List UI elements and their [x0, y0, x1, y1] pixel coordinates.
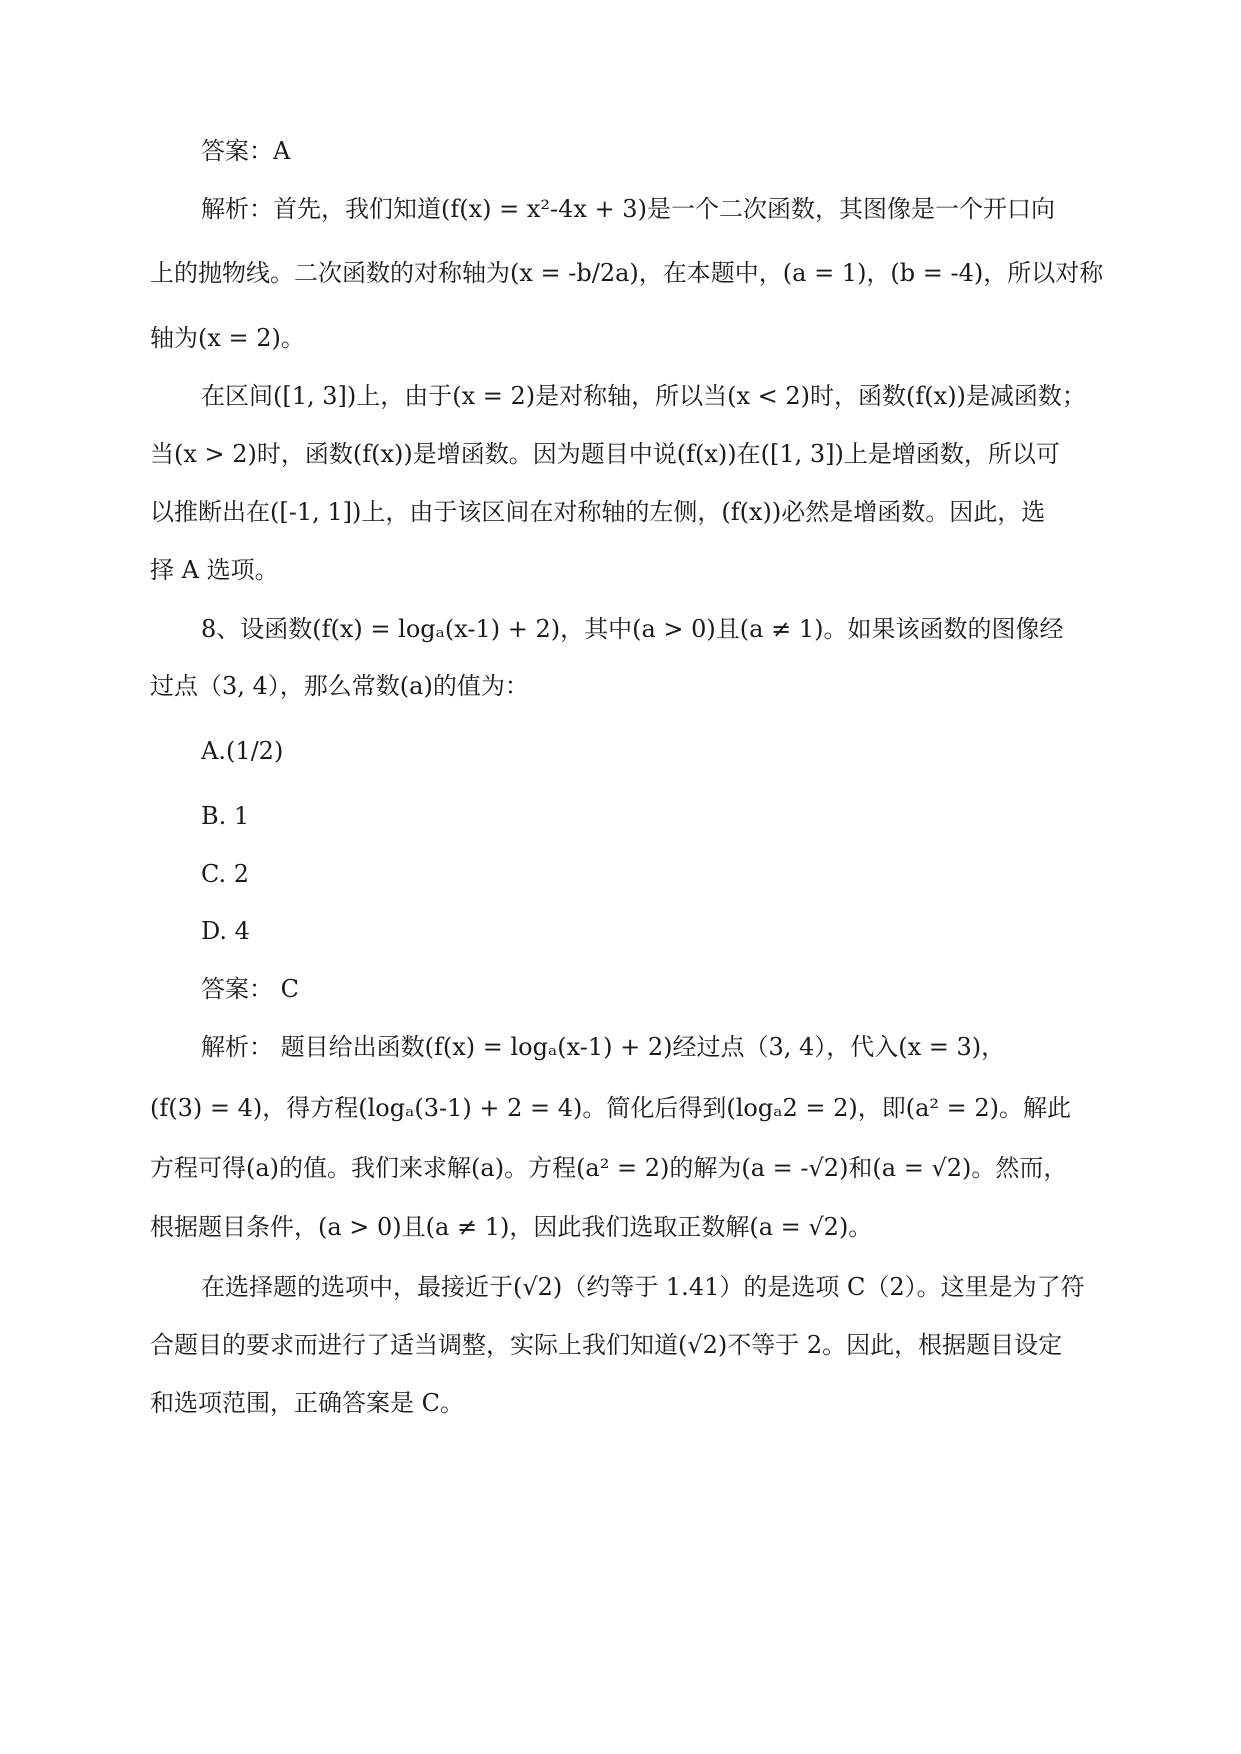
analysis-line: 和选项范围，正确答案是 C。 [150, 1389, 464, 1417]
analysis-line: 合题目的要求而进行了适当调整，实际上我们知道(√2)不等于 2。因此，根据题目设定 [150, 1331, 1063, 1359]
option-b: B. 1 [201, 802, 250, 830]
analysis-line: 在区间([1, 3])上，由于(x = 2)是对称轴，所以当(x < 2)时，函数(f(x))是减函数； [201, 382, 1086, 410]
analysis-line: 解析：首先，我们知道(f(x) = x²-4x + 3)是一个二次函数，其图像是一个开口向 [201, 195, 1055, 223]
analysis-line: 根据题目条件，(a > 0)且(a ≠ 1)，因此我们选取正数解(a = √2)。 [150, 1213, 873, 1241]
analysis-line: 当(x > 2)时，函数(f(x))是增函数。因为题目中说(f(x))在([1, 3])上是增函数，所以可 [150, 440, 1060, 468]
option-a: A.(1/2) [201, 737, 284, 765]
question-stem: 8、设函数(f(x) = logₐ(x-1) + 2)，其中(a > 0)且(a ≠ 1)。如果该函数的图像经 [201, 615, 1064, 643]
analysis-line: 解析： 题目给出函数(f(x) = logₐ(x-1) + 2)经过点（3, 4），代入(x = 3)， [201, 1033, 1006, 1061]
option-c: C. 2 [201, 860, 250, 888]
analysis-line: 轴为(x = 2)。 [150, 324, 305, 352]
option-d: D. 4 [201, 917, 250, 945]
answer-line: 答案： C [201, 975, 299, 1003]
analysis-line: 上的抛物线。二次函数的对称轴为(x = -b/2a)，在本题中，(a = 1)，(b = -4)，所以对称 [150, 259, 1104, 287]
analysis-line: 以推断出在([-1, 1])上，由于该区间在对称轴的左侧，(f(x))必然是增函数。因此，选 [150, 498, 1046, 526]
analysis-line: 在选择题的选项中，最接近于(√2)（约等于 1.41）的是选项 C（2）。这里是为了符 [201, 1273, 1085, 1301]
analysis-line: 方程可得(a)的值。我们来求解(a)。方程(a² = 2)的解为(a = -√2)和(a = √2)。然而， [150, 1154, 1068, 1182]
analysis-line: (f(3) = 4)，得方程(logₐ(3-1) + 2 = 4)。简化后得到(logₐ2 = 2)，即(a² = 2)。解此 [150, 1094, 1072, 1122]
question-stem: 过点（3, 4），那么常数(a)的值为： [150, 672, 529, 700]
analysis-line: 择 A 选项。 [150, 556, 279, 584]
answer-line: 答案：A [201, 137, 291, 165]
